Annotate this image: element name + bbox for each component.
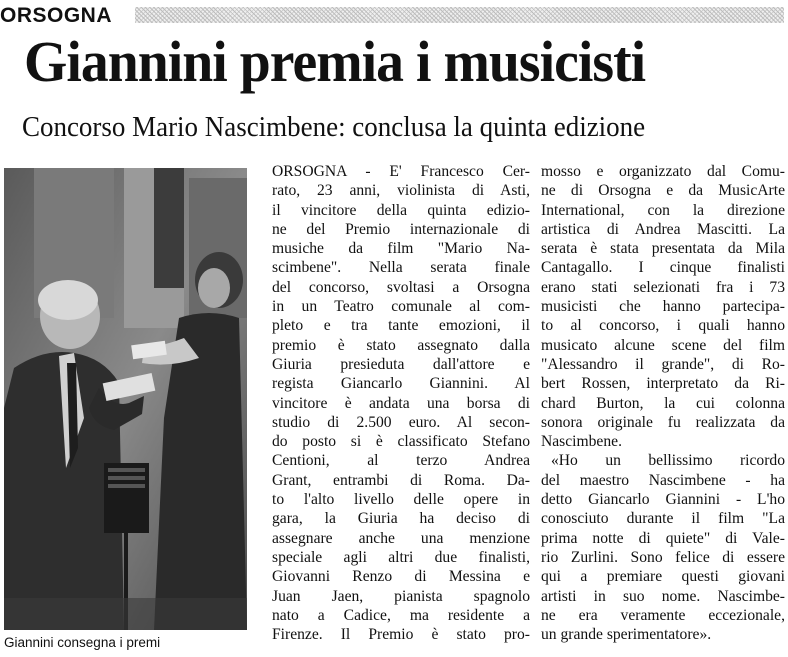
article-text-line: conosciuto durante il film "La	[541, 510, 785, 528]
article-text-line: un grande sperimentatore».	[541, 626, 712, 644]
article-photo	[4, 168, 247, 630]
article-text-line: to al concorso, i quali hanno	[541, 317, 785, 335]
article-text-line: Grant, entrambi di Roma. Da-	[272, 471, 530, 489]
article-text-line: serata è stata presentata da Mila	[541, 240, 785, 258]
article-text-line: studio di 2.500 euro. Al secon-	[272, 413, 530, 431]
article-text-line: sonora originale fu realizzata da	[541, 413, 785, 431]
article-text-line: premio è stato assegnato dalla	[272, 336, 530, 354]
article-text-line: chard Burton, la cui colonna	[541, 394, 785, 412]
article-text-line: Giovanni Renzo di Messina e	[272, 568, 530, 586]
article-text-line: del concorso, svoltasi a Orsogna	[272, 278, 530, 296]
article-text-line: artistica di Andrea Mascitti. La	[541, 220, 785, 238]
article-text-line: mosso e organizzato dal Comu-	[541, 163, 785, 180]
article-text-line: musiche da film "Mario Na-	[272, 240, 530, 258]
article-column-2	[541, 162, 785, 644]
article-text-line: rio Zurlini. Sono felice di essere	[541, 548, 785, 566]
photo-illustration	[4, 168, 247, 630]
article-column-1	[272, 162, 530, 644]
article-text-line: detto Giancarlo Giannini - L'ho	[541, 491, 785, 509]
article-text-line: in un Teatro comunale al com-	[272, 298, 530, 316]
kicker-label: ORSOGNA	[0, 4, 113, 27]
subheadline: Concorso Mario Nascimbene: conclusa la quinta edizione	[22, 111, 646, 143]
article-text-line: il vincitore della quinta edizio-	[272, 201, 530, 219]
article-text-line: artisti in suo nome. Nascimbe-	[541, 587, 785, 605]
article-text-line: erano stati selezionati fra i 73	[541, 278, 785, 296]
article-text-line: pleto e tra tante emozioni, il	[272, 317, 530, 335]
article-text-line: gara, la Giuria ha deciso di	[272, 510, 530, 528]
article-text-line: prima notte di quiete" di Vale-	[541, 529, 785, 547]
article-text-line: rato, 23 anni, violinista di Asti,	[272, 182, 530, 200]
article-text-line: do posto si è classificato Stefano	[272, 433, 530, 451]
article-text-line: musicato alcune scene del film	[541, 336, 785, 354]
headline: Giannini premia i musicisti	[24, 29, 646, 94]
article-text-line: International, con la direzione	[541, 201, 785, 219]
article-text-line: ne del Premio internazionale di	[272, 220, 530, 238]
article-text-line: speciale agli altri due finalisti,	[272, 548, 530, 566]
article-text-line: Giuria presieduta dall'attore e	[272, 355, 530, 373]
article-text-line: Cantagallo. I cinque finalisti	[541, 259, 785, 277]
article-text-line: bert Rossen, interpretato da Ri-	[541, 375, 785, 393]
article-text-line: "Alessandro il grande", di Ro-	[541, 355, 785, 373]
article-text-line: qui a premiare questi giovani	[541, 568, 785, 586]
article-text-line: to l'alto livello delle opere in	[272, 491, 530, 509]
article-text-line: nato a Cadice, ma residente a	[272, 606, 530, 624]
section-kicker	[0, 4, 784, 28]
article-text-line: ne di Orsogna e da MusicArte	[541, 182, 785, 200]
article-text-line: vincitore è andata una borsa di	[272, 394, 530, 412]
article-text-line: Juan Jaen, pianista spagnolo	[272, 587, 530, 605]
article-text-line: Centioni, al terzo Andrea	[272, 452, 530, 470]
article-text-line: assegnare anche una menzione	[272, 529, 530, 547]
article-text-line: regista Giancarlo Giannini. Al	[272, 375, 530, 393]
article-text-line: Nascimbene.	[541, 433, 622, 451]
article-text-line: musicisti che hanno partecipa-	[541, 298, 785, 316]
article-text-line: ne era veramente eccezionale,	[541, 606, 785, 624]
article-text-line: scimbene". Nella serata finale	[272, 259, 530, 277]
article-text-line: del maestro Nascimbene - ha	[541, 471, 785, 489]
article-text-line: ORSOGNA - E' Francesco Cer-	[272, 163, 530, 180]
kicker-pattern-rule	[135, 7, 784, 23]
photo-caption: Giannini consegna i premi	[4, 635, 161, 650]
article-text-line: «Ho un bellissimo ricordo	[551, 452, 785, 470]
article-text-line: Firenze. Il Premio è stato pro-	[272, 626, 530, 644]
